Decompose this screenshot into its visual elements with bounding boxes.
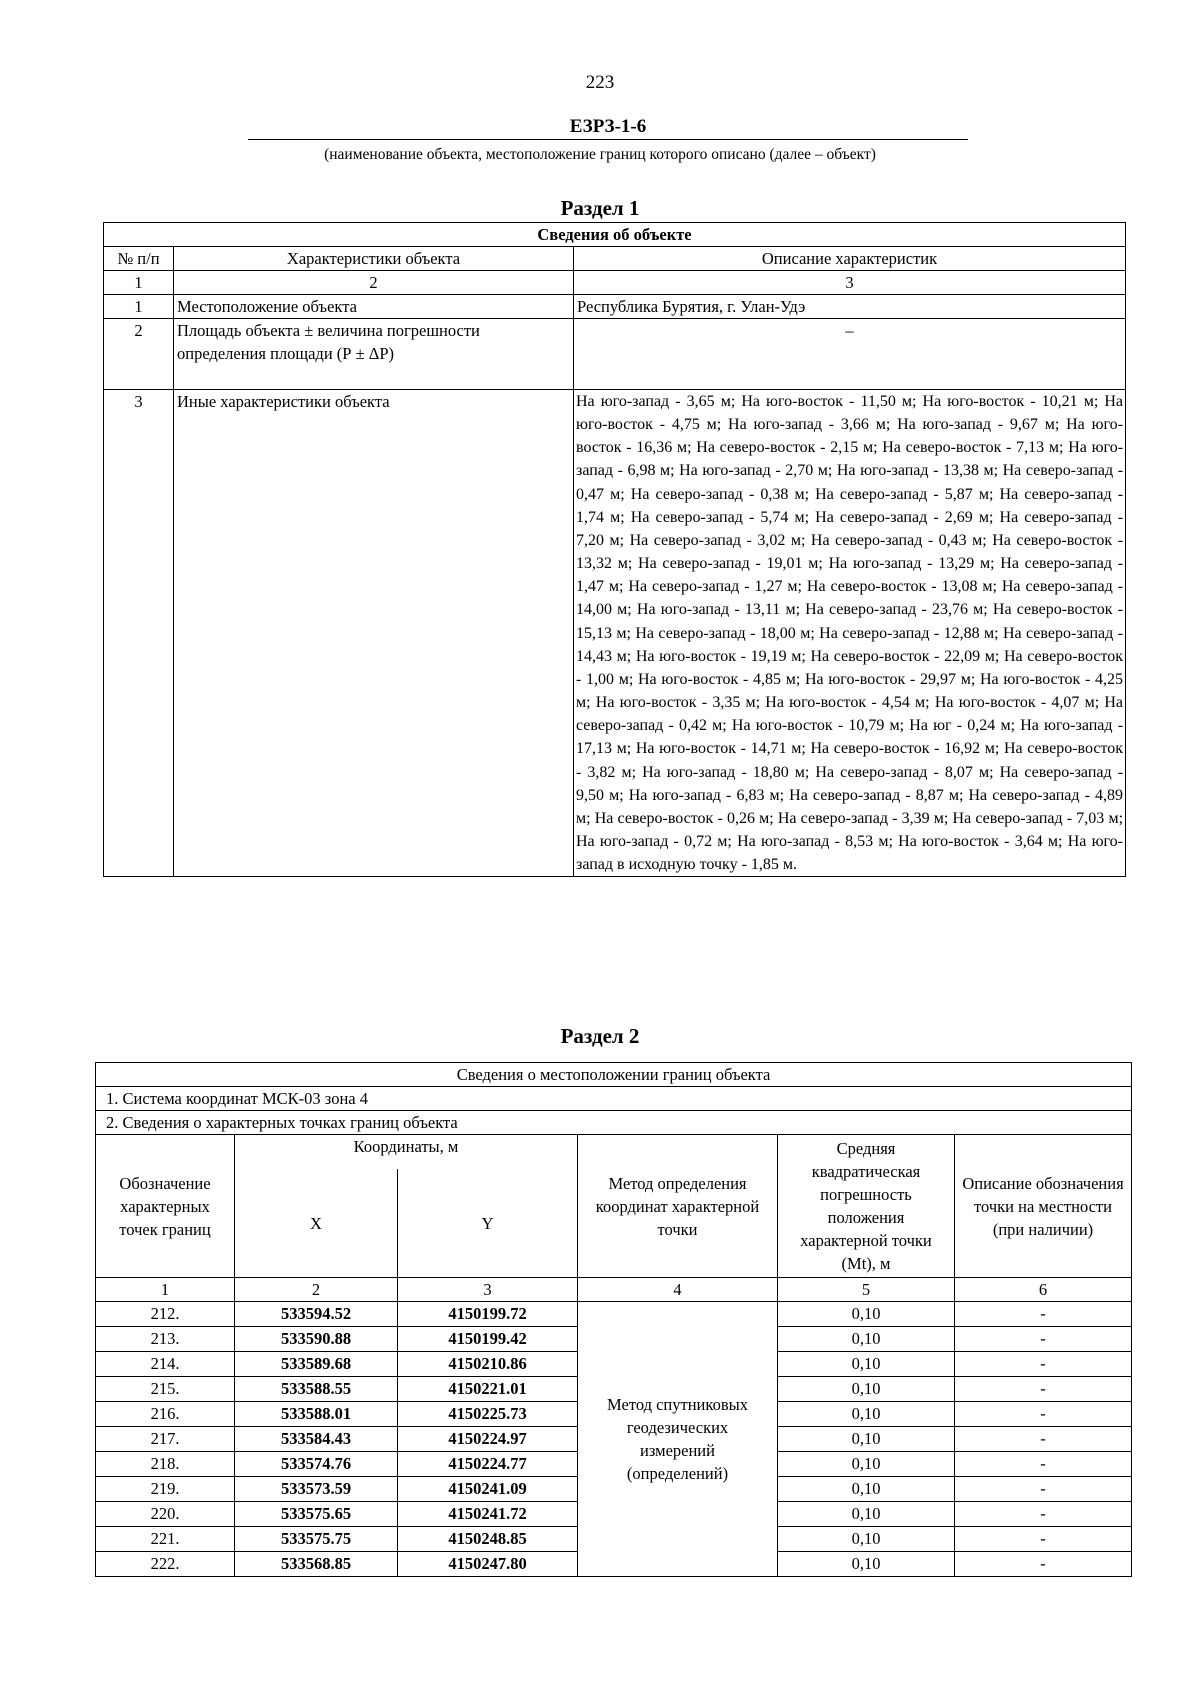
point-desc: - [955, 1552, 1132, 1577]
object-title: ЕЗРЗ-1-6 [248, 116, 968, 140]
object-info-table [103, 222, 1126, 877]
header-point: Обозначение характерных точек границ [96, 1135, 235, 1278]
table-row [104, 319, 1126, 390]
header-num: № п/п [104, 247, 174, 271]
point-mt: 0,10 [778, 1427, 955, 1452]
column-number-row [96, 1278, 1132, 1302]
row-num: 3 [104, 390, 174, 877]
point-mt: 0,10 [778, 1402, 955, 1427]
method-value: Метод спутниковых геодезических измерений (определений) [578, 1302, 778, 1577]
point-y: 4150247.80 [398, 1552, 578, 1577]
point-desc: - [955, 1377, 1132, 1402]
row-name: Площадь объекта ± величина погрешности определения площади (Р ± ΔР) [174, 319, 574, 390]
column-number-row [104, 271, 1126, 295]
row-value: На юго-запад - 3,65 м; На юго-восток - 11,50 м; На юго-восток - 10,21 м; На юго-восток - 4,75 м; На юго-запад - 3,66 м; На юго-запад - 9,67 м; На юго-восток - 16,36 м; На северо-восток - 2,15 м; На северо-восток - 7,13 м; На юго-запад - 6,98 м; На юго-запад - 2,70 м; На юго-запад - 13,38 м; На северо-запад - 0,47 м; На северо-запад - 0,38 м; На северо-запад - 5,87 м; На северо-запад - 1,74 м; На северо-запад - 5,74 м; На северо-запад - 2,69 м; На северо-запад - 7,20 м; На северо-запад - 3,02 м; На северо-запад - 0,43 м; На северо-восток - 13,32 м; На северо-запад - 19,01 м; На юго-запад - 13,29 м; На северо-запад - 1,47 м; На северо-запад - 1,27 м; На северо-восток - 13,08 м; На северо-запад - 14,00 м; На юго-запад - 13,11 м; На северо-запад - 23,76 м; На северо-восток - 15,13 м; На северо-запад - 18,00 м; На северо-запад - 12,88 м; На северо-запад - 14,43 м; На юго-восток - 19,19 м; На северо-восток - 22,09 м; На северо-восток - 1,00 м; На юго-восток - 4,85 м; На юго-восток - 29,97 м; На юго-восток - 4,25 м; На юго-восток - 3,35 м; На юго-восток - 4,54 м; На юго-восток - 4,07 м; На северо-запад - 0,42 м; На юго-восток - 10,79 м; На юг - 0,24 м; На юго-запад - 17,13 м; На юго-восток - 14,71 м; На северо-восток - 16,92 м; На северо-восток - 3,82 м; На юго-запад - 18,80 м; На северо-запад - 8,07 м; На северо-запад - 9,50 м; На юго-запад - 6,83 м; На северо-запад - 8,87 м; На северо-запад - 4,89 м; На северо-восток - 0,26 м; На северо-запад - 3,39 м; На северо-запад - 7,03 м; На юго-запад - 0,72 м; На юго-запад - 8,53 м; На юго-восток - 3,64 м; На юго-запад в исходную точку - 1,85 м. [574, 390, 1126, 877]
point-desc: - [955, 1402, 1132, 1427]
point-y: 4150248.85 [398, 1527, 578, 1552]
point-mt: 0,10 [778, 1452, 955, 1477]
section2-title: Раздел 2 [560, 1024, 640, 1048]
table-row [104, 390, 1126, 877]
point-y: 4150210.86 [398, 1352, 578, 1377]
points-title: 2. Сведения о характерных точках границ объекта [96, 1111, 1132, 1135]
point-id: 216. [96, 1402, 235, 1427]
point-desc: - [955, 1427, 1132, 1452]
point-y: 4150199.72 [398, 1302, 578, 1327]
object-caption: (наименование объекта, местоположение границ которого описано (далее – объект) [324, 146, 876, 163]
col-number: 4 [578, 1278, 778, 1302]
point-y: 4150221.01 [398, 1377, 578, 1402]
point-y: 4150224.77 [398, 1452, 578, 1477]
col-number: 6 [955, 1278, 1132, 1302]
table-row [104, 295, 1126, 319]
point-desc: - [955, 1302, 1132, 1327]
point-desc: - [955, 1502, 1132, 1527]
point-y: 4150199.42 [398, 1327, 578, 1352]
header-description: Описание характеристик [574, 247, 1126, 271]
row-value: – [574, 319, 1126, 390]
point-y: 4150241.72 [398, 1502, 578, 1527]
col-number: 5 [778, 1278, 955, 1302]
point-desc: - [955, 1527, 1132, 1552]
point-desc: - [955, 1352, 1132, 1377]
point-x: 533588.55 [235, 1377, 398, 1402]
coord-system: 1. Система координат МСК-03 зона 4 [96, 1087, 1132, 1111]
row-value: Республика Бурятия, г. Улан-Удэ [574, 295, 1126, 319]
point-id: 219. [96, 1477, 235, 1502]
point-mt: 0,10 [778, 1327, 955, 1352]
point-x: 533588.01 [235, 1402, 398, 1427]
table-header-row [104, 247, 1126, 271]
page-number: 223 [585, 72, 615, 93]
table-row [96, 1302, 1132, 1327]
point-id: 213. [96, 1327, 235, 1352]
point-x: 533575.65 [235, 1502, 398, 1527]
point-x: 533590.88 [235, 1327, 398, 1352]
table-title: Сведения об объекте [104, 223, 1126, 247]
header-x: X [235, 1169, 398, 1278]
row-num: 2 [104, 319, 174, 390]
point-id: 215. [96, 1377, 235, 1402]
row-name: Иные характеристики объекта [174, 390, 574, 877]
boundary-points-table [95, 1062, 1132, 1577]
header-y: Y [398, 1169, 578, 1278]
col-number: 2 [235, 1278, 398, 1302]
point-y: 4150241.09 [398, 1477, 578, 1502]
point-id: 221. [96, 1527, 235, 1552]
header-characteristic: Характеристики объекта [174, 247, 574, 271]
point-id: 220. [96, 1502, 235, 1527]
point-mt: 0,10 [778, 1527, 955, 1552]
point-y: 4150224.97 [398, 1427, 578, 1452]
point-id: 212. [96, 1302, 235, 1327]
point-desc: - [955, 1452, 1132, 1477]
point-x: 533589.68 [235, 1352, 398, 1377]
point-x: 533594.52 [235, 1302, 398, 1327]
point-y: 4150225.73 [398, 1402, 578, 1427]
point-id: 214. [96, 1352, 235, 1377]
point-desc: - [955, 1477, 1132, 1502]
point-mt: 0,10 [778, 1377, 955, 1402]
header-method: Метод определения координат характерной точки [578, 1135, 778, 1278]
col-number: 1 [104, 271, 174, 295]
point-x: 533574.76 [235, 1452, 398, 1477]
table-title: Сведения о местоположении границ объекта [96, 1063, 1132, 1087]
col-number: 3 [574, 271, 1126, 295]
col-number: 1 [96, 1278, 235, 1302]
point-mt: 0,10 [778, 1502, 955, 1527]
point-x: 533575.75 [235, 1527, 398, 1552]
point-id: 218. [96, 1452, 235, 1477]
point-desc: - [955, 1327, 1132, 1352]
header-error: Средняя квадратическая погрешность положения характерной точки (Mt), м [778, 1135, 955, 1278]
point-x: 533573.59 [235, 1477, 398, 1502]
point-mt: 0,10 [778, 1352, 955, 1377]
point-mt: 0,10 [778, 1302, 955, 1327]
header-description: Описание обозначения точки на местности (при наличии) [955, 1135, 1132, 1278]
point-mt: 0,10 [778, 1552, 955, 1577]
point-id: 217. [96, 1427, 235, 1452]
row-num: 1 [104, 295, 174, 319]
point-x: 533584.43 [235, 1427, 398, 1452]
point-x: 533568.85 [235, 1552, 398, 1577]
table-header-row [96, 1135, 1132, 1170]
col-number: 3 [398, 1278, 578, 1302]
header-coords: Координаты, м [235, 1135, 578, 1170]
row-name: Местоположение объекта [174, 295, 574, 319]
point-mt: 0,10 [778, 1477, 955, 1502]
section1-title: Раздел 1 [560, 196, 640, 220]
col-number: 2 [174, 271, 574, 295]
point-id: 222. [96, 1552, 235, 1577]
